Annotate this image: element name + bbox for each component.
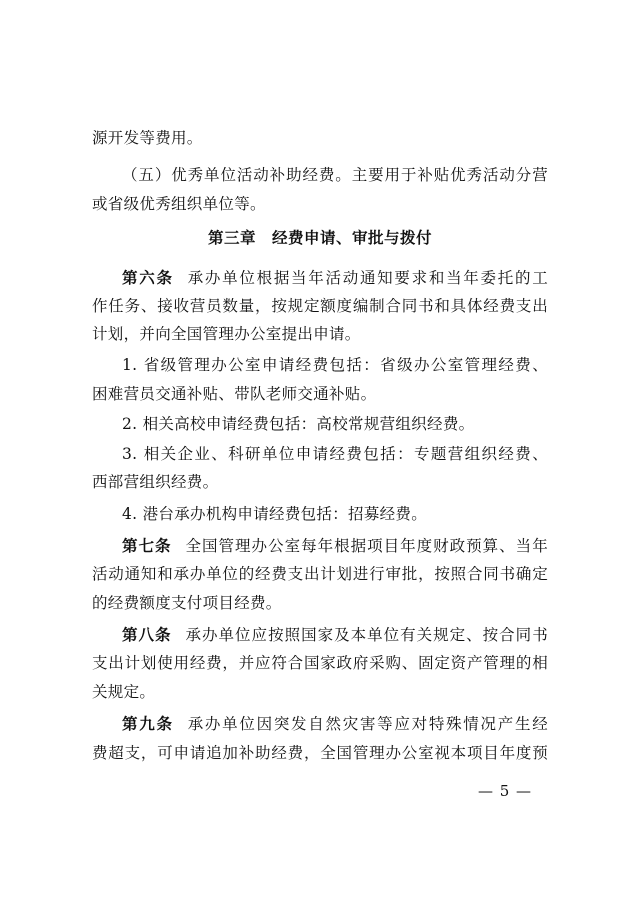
line-text: 1. 省级管理办公室申请经费包括：省级办公室管理经费、 <box>122 356 548 374</box>
line-text: 3. 相关企业、科研单位申请经费包括：专题营组织经费、 <box>122 445 548 463</box>
article-line <box>122 268 548 288</box>
article-label: 第六条 <box>122 269 174 287</box>
line-text: 源开发等费用。 <box>92 129 203 147</box>
article-line <box>122 714 548 734</box>
chapter-heading: 第三章 经费申请、审批与拨付 <box>207 229 432 247</box>
article-label: 第九条 <box>122 715 174 733</box>
paragraph-line <box>122 165 548 185</box>
line-text: 计划，并向全国管理办公室提出申请。 <box>92 325 361 343</box>
line-text: 困难营员交通补贴、带队老师交通补贴。 <box>92 385 377 403</box>
paragraph-line <box>92 564 548 584</box>
paragraph-line <box>92 128 548 148</box>
article-line <box>122 536 548 556</box>
line-text: 4. 港台承办机构申请经费包括：招募经费。 <box>122 505 428 523</box>
line-text: 作任务、接收营员数量，按规定额度编制合同书和具体经费支出 <box>92 297 548 315</box>
line-text: 承办单位应按照国家及本单位有关规定、按合同书 <box>185 626 548 644</box>
line-text: 全国管理办公室每年根据项目年度财政预算、当年 <box>185 537 548 555</box>
list-item <box>122 414 548 434</box>
paragraph-line <box>92 324 548 344</box>
line-text: 关规定。 <box>92 683 156 701</box>
list-item <box>122 504 548 524</box>
paragraph-line <box>92 194 548 214</box>
paragraph-line <box>92 743 548 763</box>
line-text: 2. 相关高校申请经费包括：高校常规营组织经费。 <box>122 415 475 433</box>
article-label: 第七条 <box>122 537 172 555</box>
paragraph-line <box>92 682 548 702</box>
line-text: 支出计划使用经费，并应符合国家政府采购、固定资产管理的相 <box>92 654 548 672</box>
paragraph-line <box>92 653 548 673</box>
line-text: 承办单位根据当年活动通知要求和当年委托的工 <box>187 269 548 287</box>
line-text: （五）优秀单位活动补助经费。主要用于补贴优秀活动分营 <box>122 166 548 184</box>
list-item <box>122 355 548 375</box>
line-text: 费超支，可申请追加补助经费，全国管理办公室视本项目年度预 <box>92 744 548 762</box>
list-item <box>122 444 548 464</box>
paragraph-line <box>92 384 548 404</box>
paragraph-line <box>92 472 548 492</box>
page-number: — 5 — <box>477 782 533 800</box>
article-label: 第八条 <box>122 626 172 644</box>
paragraph-line <box>92 593 548 613</box>
paragraph-line <box>92 296 548 316</box>
line-text: 活动通知和承办单位的经费支出计划进行审批，按照合同书确定 <box>92 565 548 583</box>
line-text: 的经费额度支付项目经费。 <box>92 594 282 612</box>
article-line <box>122 625 548 645</box>
line-text: 西部营组织经费。 <box>92 473 219 491</box>
line-text: 承办单位因突发自然灾害等应对特殊情况产生经 <box>187 715 548 733</box>
line-text: 或省级优秀组织单位等。 <box>92 195 266 213</box>
